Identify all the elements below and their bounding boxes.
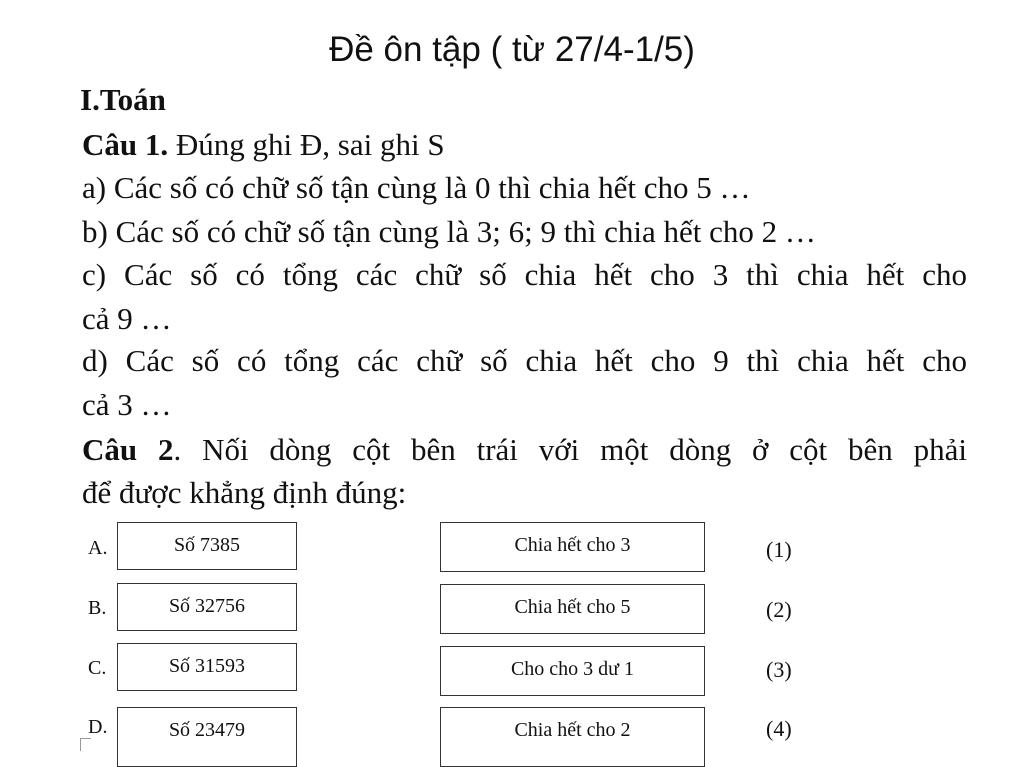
statement-d-continued: cả 3 …: [82, 387, 172, 422]
question-2-heading: [82, 432, 967, 468]
right-number-1: (1): [766, 537, 792, 562]
left-box-b: Số 32756: [117, 583, 297, 631]
right-number-2: (2): [766, 597, 792, 622]
option-letter-b: B.: [88, 597, 107, 619]
option-letter-c: C.: [88, 657, 107, 679]
question-2-prompt: . Nối dòng cột bên trái với một dòng ở cột bên phải: [173, 432, 967, 467]
right-box-4: Chia hết cho 2: [440, 707, 705, 767]
page-corner-mark: [80, 738, 91, 751]
question-1-prompt: Đúng ghi Đ, sai ghi S: [168, 127, 445, 162]
question-2-label: Câu 2: [82, 432, 174, 467]
question-2-prompt-continued: để được khẳng định đúng:: [82, 475, 407, 510]
right-box-1: Chia hết cho 3: [440, 522, 705, 572]
option-letter-a: A.: [88, 537, 108, 559]
left-box-a: Số 7385: [117, 522, 297, 570]
right-number-3: (3): [766, 657, 792, 682]
right-box-2: Chia hết cho 5: [440, 584, 705, 634]
statement-a: a) Các số có chữ số tận cùng là 0 thì chia hết cho 5 …: [82, 170, 751, 205]
right-box-3: Cho cho 3 dư 1: [440, 646, 705, 696]
section-heading: I.Toán: [80, 82, 166, 117]
option-letter-d: D.: [88, 716, 108, 738]
statement-b: b) Các số có chữ số tận cùng là 3; 6; 9 thì chia hết cho 2 …: [82, 214, 816, 249]
statement-c: c) Các số có tổng các chữ số chia hết cho 3 thì chia hết cho: [82, 257, 967, 292]
question-1-heading: [82, 127, 445, 163]
left-box-d: Số 23479: [117, 707, 297, 767]
question-1-label: Câu 1.: [82, 127, 169, 162]
statement-d: d) Các số có tổng các chữ số chia hết cho 9 thì chia hết cho: [82, 343, 967, 378]
right-number-4: (4): [766, 716, 792, 741]
statement-c-continued: cả 9 …: [82, 301, 172, 336]
left-box-c: Số 31593: [117, 643, 297, 691]
page-title: Đề ôn tập ( từ 27/4-1/5): [329, 30, 695, 69]
